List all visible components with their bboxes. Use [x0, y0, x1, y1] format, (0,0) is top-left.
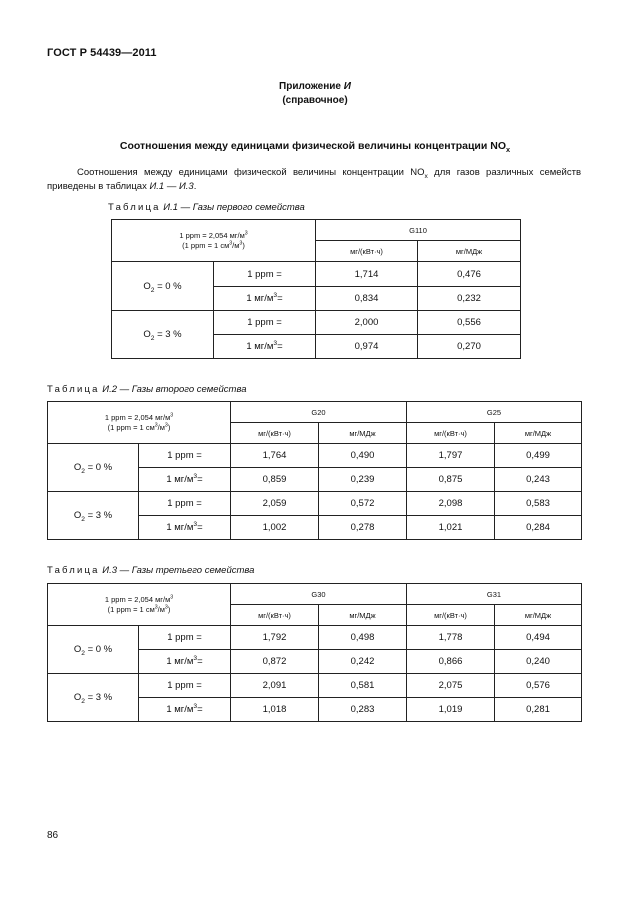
value-cell: 0,875 — [407, 468, 495, 492]
intro-part1: Соотношения между единицами физической величины концентрации NO — [77, 167, 425, 178]
gas-group-header: G20 — [231, 402, 407, 423]
table-caption — [108, 202, 305, 213]
value-cell: 2,098 — [407, 492, 495, 516]
o2-condition-cell: $O_2 = 3$ % — [112, 311, 214, 359]
table-caption — [47, 565, 254, 576]
conversion-header-cell — [48, 402, 231, 444]
unit-header: мг/МДж — [495, 605, 582, 626]
page-number: 86 — [47, 830, 59, 841]
value-cell: 2,059 — [231, 492, 319, 516]
value-cell: 0,576 — [495, 674, 582, 698]
appendix-prefix: Приложение — [279, 81, 341, 92]
table-caption-title: — Газы первого семейства — [178, 202, 305, 213]
value-cell: 0,498 — [319, 626, 407, 650]
unit-header: мг/(кВт·ч) — [316, 241, 418, 262]
value-cell: 1,019 — [407, 698, 495, 722]
intro-part2: для газов различных семейств приведены в таблицах — [47, 167, 581, 192]
table-caption-number: И.2 — [102, 384, 118, 395]
value-cell: 1,002 — [231, 516, 319, 540]
value-cell: 1,797 — [407, 444, 495, 468]
row-unit-label: 1 $мг/м^3=$ — [139, 650, 231, 674]
value-cell: 0,476 — [418, 262, 521, 287]
row-unit-label: 1 $мг/м^3=$ — [214, 287, 316, 311]
value-cell: 0,834 — [316, 287, 418, 311]
row-unit-label: 1 $мг/м^3=$ — [139, 698, 231, 722]
gas-group-header: G30 — [231, 584, 407, 605]
value-cell: 0,240 — [495, 650, 582, 674]
gas-group-header: G31 — [407, 584, 582, 605]
table-caption — [47, 384, 246, 395]
unit-header: мг/МДж — [319, 605, 407, 626]
value-cell: 0,974 — [316, 335, 418, 359]
table-caption-title: — Газы второго семейства — [117, 384, 247, 395]
value-cell: 0,499 — [495, 444, 582, 468]
table-caption-title: — Газы третьего семейства — [117, 565, 255, 576]
value-cell: 0,284 — [495, 516, 582, 540]
o2-condition-cell: $O_2 = 3$ % — [48, 492, 139, 540]
value-cell: 2,075 — [407, 674, 495, 698]
value-cell: 0,490 — [319, 444, 407, 468]
value-cell: 0,270 — [418, 335, 521, 359]
intro-ref2: И.3 — [178, 181, 194, 192]
unit-header: мг/МДж — [495, 423, 582, 444]
unit-header: мг/(кВт·ч) — [231, 605, 319, 626]
value-cell: 0,278 — [319, 516, 407, 540]
row-unit-label: 1 ppm = — [214, 262, 316, 287]
value-cell: 0,572 — [319, 492, 407, 516]
intro-end: . — [193, 181, 197, 192]
appendix-title — [0, 81, 630, 92]
table-caption-word: Таблица — [47, 384, 100, 395]
gas-group-header: G110 — [316, 220, 521, 241]
value-cell: 0,281 — [495, 698, 582, 722]
unit-header: мг/(кВт·ч) — [231, 423, 319, 444]
intro-sub: x — [424, 172, 428, 180]
value-cell: 0,242 — [319, 650, 407, 674]
conversion-line-1: 1 ppm = 2,054 $мг/м^3$ — [104, 594, 174, 604]
appendix-letter: И — [343, 81, 351, 92]
value-cell: 0,239 — [319, 468, 407, 492]
row-unit-label: 1 $мг/м^3=$ — [139, 516, 231, 540]
conversion-line-1: 1 ppm = 2,054 $мг/м^3$ — [179, 230, 248, 240]
value-cell: 1,764 — [231, 444, 319, 468]
row-unit-label: 1 ppm = — [214, 311, 316, 335]
table-caption-word: Таблица — [108, 202, 161, 213]
row-unit-label: 1 $мг/м^3=$ — [214, 335, 316, 359]
conversion-header-cell — [112, 220, 316, 262]
conversion-line-2: (1 ppm = 1 $см^3/м^3$) — [182, 240, 245, 250]
intro-paragraph — [47, 166, 581, 194]
intro-dash: — — [164, 181, 179, 192]
table-caption-word: Таблица — [47, 565, 100, 576]
conversion-line-2: (1 ppm = 1 $см^3/м^3$) — [107, 604, 171, 614]
unit-header: мг/МДж — [319, 423, 407, 444]
value-cell: 0,283 — [319, 698, 407, 722]
row-unit-label: 1 ppm = — [139, 444, 231, 468]
document-code: ГОСТ Р 54439—2011 — [47, 47, 157, 59]
value-cell: 0,243 — [495, 468, 582, 492]
value-cell: 0,556 — [418, 311, 521, 335]
o2-condition-cell: $O_2 = 0$ % — [48, 444, 139, 492]
conversion-line-1: 1 ppm = 2,054 $мг/м^3$ — [104, 412, 174, 422]
value-cell: 1,792 — [231, 626, 319, 650]
table-caption-number: И.1 — [163, 202, 179, 213]
unit-header: мг/МДж — [418, 241, 521, 262]
table-family-1 — [111, 219, 521, 359]
table-caption-number: И.3 — [102, 565, 118, 576]
row-unit-label: 1 ppm = — [139, 492, 231, 516]
value-cell: 0,859 — [231, 468, 319, 492]
value-cell: 1,018 — [231, 698, 319, 722]
section-heading-sub: x — [506, 145, 511, 155]
value-cell: 0,581 — [319, 674, 407, 698]
o2-condition-cell: $O_2 = 0$ % — [112, 262, 214, 311]
appendix-note: (справочное) — [282, 95, 348, 106]
row-unit-label: 1 ppm = — [139, 674, 231, 698]
row-unit-label: 1 $мг/м^3=$ — [139, 468, 231, 492]
o2-condition-cell: $O_2 = 3$ % — [48, 674, 139, 722]
value-cell: 0,583 — [495, 492, 582, 516]
section-heading-text: Соотношения между единицами физической величины концентрации NO — [119, 140, 507, 152]
value-cell: 2,091 — [231, 674, 319, 698]
unit-header: мг/(кВт·ч) — [407, 605, 495, 626]
table-family-2 — [47, 401, 582, 540]
value-cell: 1,778 — [407, 626, 495, 650]
value-cell: 0,232 — [418, 287, 521, 311]
value-cell: 1,021 — [407, 516, 495, 540]
o2-condition-cell: $O_2 = 0$ % — [48, 626, 139, 674]
value-cell: 1,714 — [316, 262, 418, 287]
value-cell: 0,872 — [231, 650, 319, 674]
value-cell: 2,000 — [316, 311, 418, 335]
unit-header: мг/(кВт·ч) — [407, 423, 495, 444]
section-heading — [0, 140, 630, 155]
row-unit-label: 1 ppm = — [139, 626, 231, 650]
table-family-3 — [47, 583, 582, 722]
conversion-line-2: (1 ppm = 1 $см^3/м^3$) — [107, 422, 171, 432]
value-cell: 0,494 — [495, 626, 582, 650]
value-cell: 0,866 — [407, 650, 495, 674]
gas-group-header: G25 — [407, 402, 582, 423]
intro-ref1: И.1 — [149, 181, 165, 192]
conversion-header-cell — [48, 584, 231, 626]
